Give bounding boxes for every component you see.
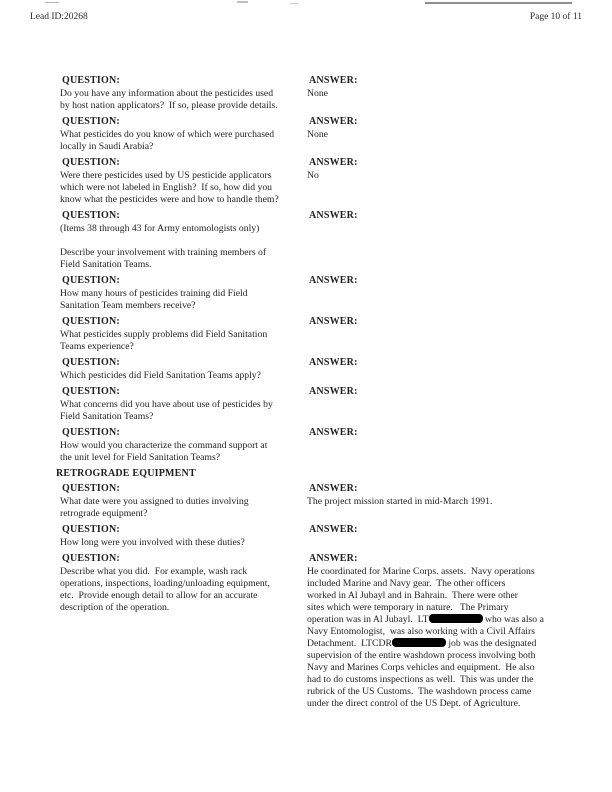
text-line: operation was in Al Jubayl. LT who was also a [307,614,544,625]
redaction-box [429,614,483,623]
question-text [60,537,307,549]
answer-label: ANSWER: [309,386,358,397]
scan-artifact [237,1,248,3]
answer-label: ANSWER: [309,316,358,327]
question-label: QUESTION: [62,553,120,564]
text-line: Field Sanitation Teams. [60,259,152,270]
page-number: Page 10 of 11 [529,12,582,22]
text-line: sites which were temporary in nature. The Primary [307,602,509,613]
answer-label: ANSWER: [309,553,358,564]
question-block [60,274,307,312]
text-line: (Items 38 through 43 for Army entomologists only) [60,223,260,234]
question-text [60,170,307,206]
answer-block [307,156,572,206]
text-line [60,235,307,247]
answer-block [307,74,572,112]
qa-row [60,356,572,382]
question-text [60,129,307,153]
text-line: Field Sanitation Teams? [60,411,154,422]
qa-row [60,209,572,271]
question-text [60,329,307,353]
text-line: Navy Entomologist, was also working with a Civil Affairs [307,626,535,637]
question-block [60,523,307,549]
question-label: QUESTION: [62,524,120,535]
answer-label: ANSWER: [309,210,358,221]
answer-block [307,552,572,710]
text-line: Sanitation Team members receive? [60,300,196,311]
answer-block [307,356,572,382]
text-line: None [307,88,328,99]
answer-label: ANSWER: [309,427,358,438]
text-line: The project mission started in mid-March 1991. [307,496,493,507]
question-block [60,356,307,382]
text-line: locally in Saudi Arabia? [60,141,154,152]
qa-list [56,74,572,713]
text-line: Describe what you did. For example, wash rack [60,566,248,577]
text-line: description of the operation. [60,602,170,613]
answer-block [307,426,572,464]
scan-artifact [45,2,59,3]
text-line: supervision of the entire washdown process involving both [307,650,536,661]
answer-label: ANSWER: [309,275,358,286]
question-label: QUESTION: [62,386,120,397]
text-line: worked in Al Jubayl and in Bahrain. There were other [307,590,519,601]
text-line: How many hours of pesticides training did Field [60,288,248,299]
question-label: QUESTION: [62,75,120,86]
text-line: which were not labeled in English? If so, how did you [60,182,273,193]
qa-row [60,156,572,206]
text-line: What pesticides do you know of which were purchased [60,129,275,140]
question-label: QUESTION: [62,157,120,168]
question-label: QUESTION: [62,116,120,127]
text-line: No [307,170,319,181]
question-text [60,288,307,312]
answer-label: ANSWER: [309,75,358,86]
question-text [60,440,307,464]
answer-block [307,482,572,520]
question-label: QUESTION: [62,316,120,327]
text-line: Detachment. LTCDR job was the designated [307,638,537,649]
question-text [60,223,307,271]
qa-row [60,552,572,710]
text-line: etc. Provide enough detail to allow for an accurate [60,590,258,601]
text-line: None [307,129,328,140]
question-block [60,74,307,112]
text-line: How long were you involved with these duties? [60,537,245,548]
question-label: QUESTION: [62,275,120,286]
text-line: know what the pesticides were and how to handle them? [60,194,279,205]
text-line: Teams experience? [60,341,134,352]
question-text [60,399,307,423]
question-block [60,115,307,153]
qa-row [60,74,572,112]
text-line: rubrick of the US Customs. The washdown process came [307,686,532,697]
answer-block [307,115,572,153]
answer-block [307,209,572,271]
question-text [60,370,307,382]
question-block [60,209,307,271]
text-line: Do you have any information about the pesticides used [60,88,274,99]
question-label: QUESTION: [62,210,120,221]
question-label: QUESTION: [62,357,120,368]
text-line: the unit level for Field Sanitation Teams? [60,452,221,463]
text-line: retrograde equipment? [60,508,148,519]
answer-block [307,385,572,423]
question-block [60,156,307,206]
answer-label: ANSWER: [309,157,358,168]
text-line: What concerns did you have about use of pesticides by [60,399,273,410]
question-text [60,88,307,112]
answer-block [307,315,572,353]
lead-id: Lead ID:20268 [30,12,88,22]
answer-text [307,496,572,508]
answer-block [307,523,572,549]
question-block [60,426,307,464]
qa-row [60,115,572,153]
question-text [60,496,307,520]
question-text [60,566,307,614]
answer-label: ANSWER: [309,357,358,368]
scan-artifact [425,2,572,4]
text-line: included Marine and Navy gear. The other officers [307,578,506,589]
section-heading: RETROGRADE EQUIPMENT [56,468,196,479]
text-line: had to do customs inspections as well. This was under the [307,674,534,685]
question-block [60,385,307,423]
answer-text [307,170,572,182]
text-line: Were there pesticides used by US pesticide applicators [60,170,272,181]
answer-block [307,274,572,312]
qa-row [60,315,572,353]
question-block [60,552,307,710]
question-block [60,482,307,520]
text-line: Which pesticides did Field Sanitation Teams apply? [60,370,261,381]
text-line: by host nation applicators? If so, please provide details. [60,100,278,111]
answer-text [307,129,572,141]
text-line: Describe your involvement with training members of [60,247,267,258]
question-label: QUESTION: [62,483,120,494]
answer-text [307,88,572,100]
page-header [30,12,582,22]
answer-label: ANSWER: [309,483,358,494]
answer-text [307,566,572,710]
text-line: under the direct control of the US Dept. of Agriculture. [307,698,521,709]
text-line: What date were you assigned to duties involving [60,496,249,507]
redaction-box [392,638,446,647]
qa-row [60,274,572,312]
question-block [60,315,307,353]
question-label: QUESTION: [62,427,120,438]
text-line: What pesticides supply problems did Field Sanitation [60,329,268,340]
text-line: He coordinated for Marine Corps. assets. Navy operations [307,566,535,577]
text-line: operations, inspections, loading/unloading equipment, [60,578,270,589]
qa-row [60,385,572,423]
qa-row [60,426,572,464]
text-line: Navy and Marines Corps vehicles and equipment. He also [307,662,535,673]
qa-row [60,482,572,520]
text-line: How would you characterize the command support at [60,440,268,451]
scan-artifact [290,3,298,4]
answer-label: ANSWER: [309,116,358,127]
answer-label: ANSWER: [309,524,358,535]
qa-row [60,523,572,549]
